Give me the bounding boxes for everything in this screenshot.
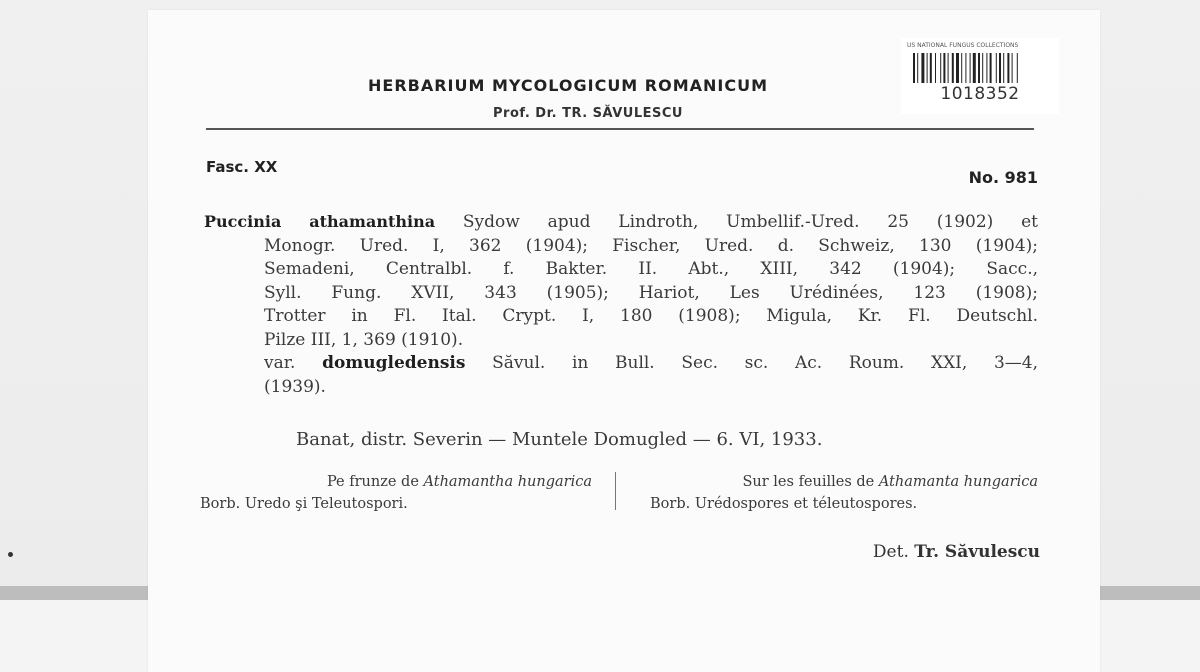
header-rule — [206, 128, 1034, 130]
barcode-number: 1018352 — [940, 84, 1020, 104]
species-name: Puccinia athamanthina — [204, 212, 436, 231]
variety-year: (1939). — [264, 376, 326, 397]
curator-name: Prof. Dr. TR. SĂVULESCU — [493, 106, 683, 121]
host-species: Athamanta hungarica — [878, 474, 1038, 490]
host-species: Athamantha hungarica — [423, 474, 592, 490]
host-line — [200, 471, 592, 493]
host-note-french — [650, 471, 1038, 515]
barcode-caption: US NATIONAL FUNGUS COLLECTIONS — [907, 42, 1019, 49]
citation-text: Sydow apud Lindroth, Umbellif.-Ured. 25 (1902) et — [462, 212, 1038, 232]
institution-title: HERBARIUM MYCOLOGICUM ROMANICUM — [368, 76, 769, 95]
mounting-pin-dot — [8, 552, 13, 557]
citation-line — [204, 210, 1038, 235]
collection-locality: Banat, distr. Severin — Muntele Domugled — 6. VI, 1933. — [296, 429, 823, 450]
variety-name: domugledensis — [322, 353, 466, 373]
barcode-label — [901, 38, 1059, 114]
barcode-icon — [913, 53, 1049, 83]
variety-citation: Săvul. in Bull. Sec. sc. Ac. Roum. XXI, 3—4, — [492, 353, 1038, 373]
variety-line — [204, 352, 1038, 376]
variety-prefix: var. — [264, 353, 296, 373]
citation-line: Syll. Fung. XVII, 343 (1905); Hariot, Les Urédinées, 123 (1908); — [264, 282, 1038, 303]
determiner-prefix: Det. — [872, 542, 909, 562]
determiner — [873, 542, 1040, 562]
citation-line: Monogr. Ured. I, 362 (1904); Fischer, Ured. d. Schweiz, 130 (1904); — [264, 235, 1038, 256]
host-line: Borb. Urédospores et téleutospores. — [650, 496, 918, 512]
citation-line: Pilze III, 1, 369 (1910). — [264, 329, 464, 350]
host-line — [650, 471, 1038, 493]
host-prefix: Pe frunze de — [326, 474, 419, 490]
citation-line: Semadeni, Centralbl. f. Bakter. II. Abt., XIII, 342 (1904); Sacc., — [264, 259, 1038, 279]
determiner-name: Tr. Săvulescu — [914, 542, 1040, 562]
host-note-romanian — [200, 471, 592, 515]
host-prefix: Sur les feuilles de — [742, 474, 875, 490]
column-divider — [615, 472, 616, 510]
fascicle-number: Fasc. XX — [206, 158, 278, 176]
host-line: Borb. Uredo şi Teleutospori. — [200, 496, 408, 512]
specimen-number: No. 981 — [968, 168, 1038, 187]
citation-line: Trotter in Fl. Ital. Crypt. I, 180 (1908); Migula, Kr. Fl. Deutschl. — [264, 306, 1038, 326]
taxon-citation — [204, 210, 1038, 399]
